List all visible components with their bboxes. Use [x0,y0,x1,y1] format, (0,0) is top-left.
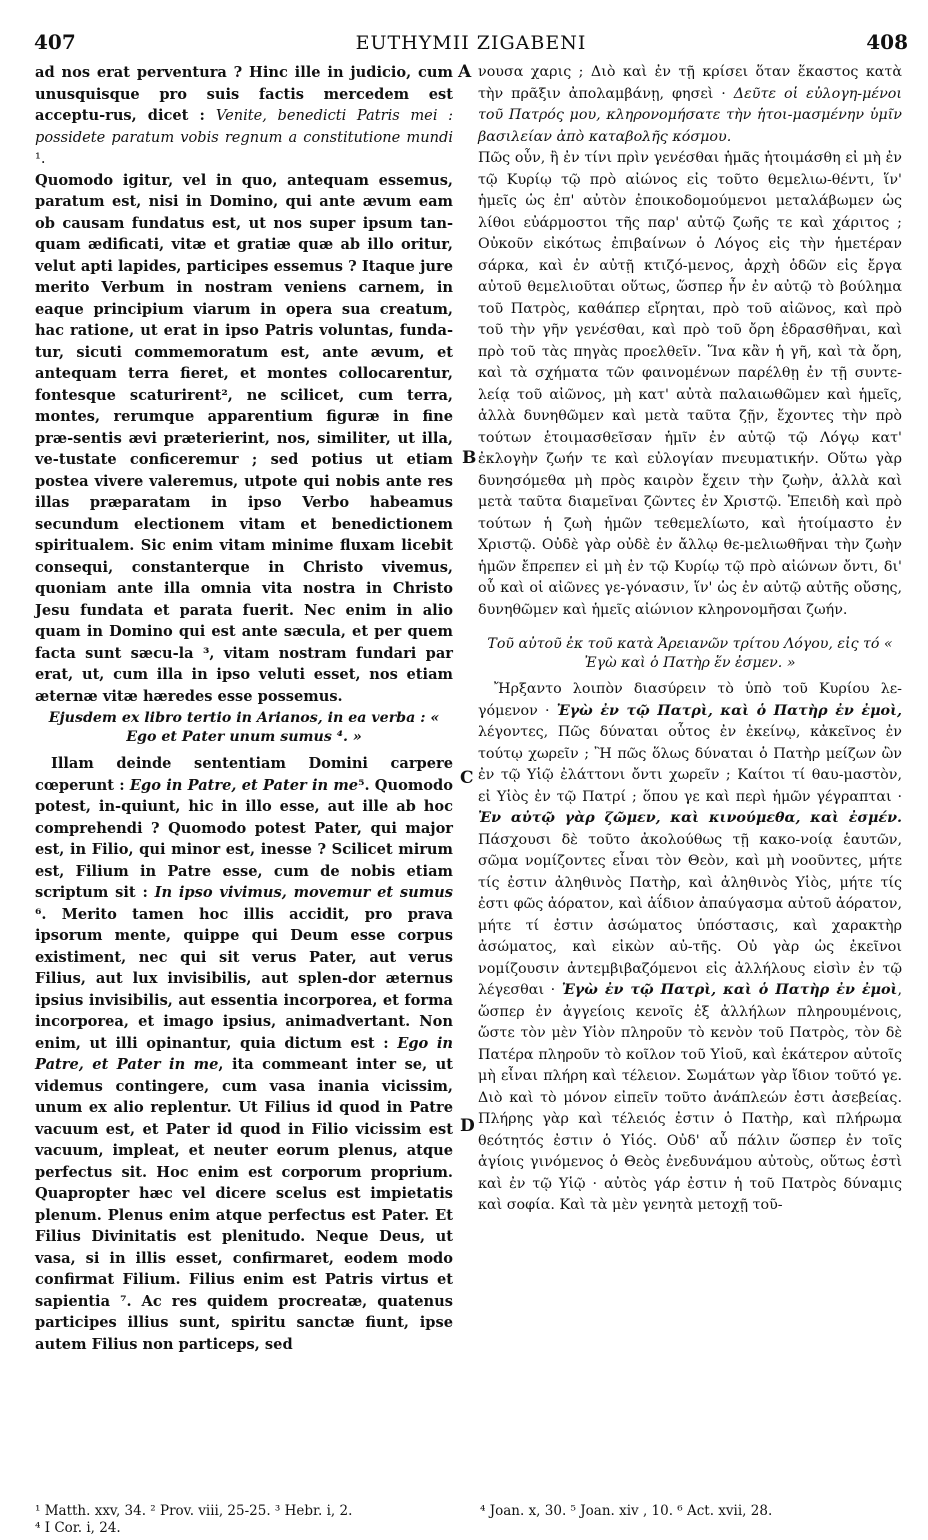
greek-quote: Ἐγὼ ἐν τῷ Πατρὶ, καὶ ὁ Πατὴρ ἐν ἐμοὶ [561,982,898,998]
page-number-left: 407 [34,30,76,54]
margin-letter-a: A [458,62,472,82]
latin-paragraph-3 [35,753,453,1355]
latin-section-heading: Ejusdem ex libro tertio in Arianos, in ea verba : « Ego et Pater unum sumus ⁴. » [48,710,440,745]
latin-paragraph-1 [35,62,453,170]
greek-text: Ἤρξαντο λοιπὸν διασύρειν τὸ ὑπὸ τοῦ Κυρίου λε-γόμενον · [478,681,902,719]
greek-text: , ὥσπερ ἐν ἀγγείοις κενοῖς ἐξ ἀλλήλων πληρουμένοις, ὥστε τὸν μὲν Υἱὸν πληροῦν τὸ κενὸν τοῦ Πατρὸς, τὸν δὲ Πατέρα πληροῦν τὸ κοῖλον τοῦ Υἱοῦ, καὶ ἑκάτερον αὐτοῖς μὴ εἶναι πλήρη καὶ τέλειον. Σωμάτων γὰρ ἴδιον τοῦτό γε. Διὸ καὶ τὸ μόνον εἰπεῖν τοῦτο ἀνάπλεών ἐστι ἀσεβείας. Πλήρης γὰρ καὶ τέλειός ἐστιν ὁ Πατὴρ, καὶ πλήρωμα θεότητός ἐστιν ὁ Υἱός. Οὐδ' αὖ πάλιν ὥσπερ ἐν τοῖς ἁγίοις γινόμενος ὁ Θεὸς ἐνεδυνάμου αὐτοὺς, οὕτως ἐστὶ καὶ ἐν τῷ Υἱῷ · αὐτὸς γάρ ἐστιν ἡ τοῦ Πατρὸς δύναμις καὶ σοφία. Καὶ τὰ μὲν γενητὰ μετοχῇ τοῦ- [478,982,902,1213]
greek-quote: Δεῦτε οἱ εὐλογη-μένοι τοῦ Πατρός μου, κληρονομήσατε τὴν ἡτοι-μασμένην ὑμῖν βασιλείαν ἀπὸ καταβολῆς κόσμου. [478,85,903,145]
margin-letter-d: D [460,1116,475,1136]
greek-text: νουσα χαρις ; Διὸ καὶ ἐν τῇ κρίσει ὅταν ἕκαστος κατὰ τὴν πρᾶξιν ἀπολαμβάνῃ, φησεὶ · [478,64,902,102]
latin-paragraph-2: Quomodo igitur, vel in quo, antequam essemus, paratum est, nisi in Domino, qui ante ævum eam ob causam fundatus est, ut nos super ipsum tan-quam ædificati, vitæ et gratiæ quæ ab illo oritur, velut apti lapides, participes essemus ? Itaque jure merito Verbum in nostram veniens carnem, in eaque principium viarum in opera sua creatum, hac ratione, ut erat in ipso Patris voluntas, funda-tur, sicuti commemoratum est, ante ævum, et antequam terra fieret, et montes collocarentur, fontesque scaturirent², ne scilicet, cum terra, montes, rerumque apparentium figuræ in fine præ-sentis ævi præterierint, nos, similiter, ut illa, ve-tustate conficeremur ; sed potius ut etiam postea vivere valeremus, utpote qui nobis ante res illas præparatam in ipso Verbo habeamus secundum electionem vitam et benedictionem spiritualem. Sic enim vitam minime fluxam licebit consequi, constanterque in Christo vivemus, quoniam ante illa omnia vita nostra in Christo Jesu fundata et parata fuerit. Nec enim in alio quam in Domino qui est ante sæcula, et per quem facta sunt sæcu-la ³, vitam nostram fundari par erat, ut, cum illa in ipso veluti esset, nos etiam æternæ vitæ hæredes esse possemus. [35,171,453,705]
greek-text: Πάσχουσι δὲ τοῦτο ἀκολούθως τῇ κακο-νοίᾳ ἑαυτῶν, σῶμα νομίζοντες εἶναι τὸν Θεὸν, καὶ μὴ νοοῦντες, μήτε τίς ἐστιν ἀληθινὸς Πατὴρ, καὶ ἀληθινὸς Υἱὸς, μήτε τίς ἐστι φῶς ἀόρατον, καὶ ἀΐδιον ἀπαύγασμα αὐτοῦ ἀόρατον, μήτε τί ἐστιν ἀσώματος ὑπόστασις, καὶ χαρακτὴρ ἀσώματος, καὶ εἰκὼν αὐ-τῆς. Οὐ γὰρ ὡς ἐκεῖνοι νομίζουσιν ἀντεμβιβαζόμενοι εἰς ἀλλήλους εἰσὶν ἐν τῷ λέγεσθαι · [478,831,902,998]
margin-letter-c: C [460,768,474,788]
latin-quote: Venite, benedicti Patris mei : possidete paratum vobis regnum a constitutione mundi [35,107,454,146]
latin-text: , ita commeant inter se, ut videmus contingere, cum vasa inania vicissim, unum ex alio replentur. Ut Filius id quod in Patre vacuum est, et Pater id quod in Filio vicissim est vacuum, impleat, et neuter eorum plenus, atque perfectus sit. Hoc enim est corporum proprium. Quapropter hæc vel dicere scelus est impietatis plenum. Plenus enim atque perfectus est Pater. Et Filius Divinitatis est plenitudo. Neque Deus, ut vasa, si in illis esset, confirmaret, eodem modo confirmat Filium. Filius enim est Patris virtus et sapientia ⁷. Ac res quidem procreatæ, quatenus participes illius sunt, spiritu sanctæ fiunt, ipse autem Filius non particeps, sed [35,1056,454,1353]
greek-quote: Ἐγὼ ἐν τῷ Πατρὶ, καὶ ὁ Πατὴρ ἐν ἐμοὶ, [556,702,902,719]
footnote-line: ⁴ I Cor. i, 24. [35,1520,121,1536]
footnote-line: ¹ Matth. xxv, 34. ² Prov. viii, 25-25. ³ Hebr. i, 2. [35,1503,353,1519]
greek-section-heading: Τοῦ αὐτοῦ ἐκ τοῦ κατὰ Ἀρειανῶν τρίτου Λόγου, εἰς τό « Ἐγὼ καὶ ὁ Πατὴρ ἕν ἐσμεν. » [487,636,893,671]
greek-paragraph-2: Πῶς οὖν, ἢ ἐν τίνι πρὶν γενέσθαι ἡμᾶς ἡτοιμάσθη εἰ μὴ ἐν τῷ Κυρίῳ τῷ πρὸ αἰώνος εἰς τοῦτο θεμελιω-θέντι, ἵν' ἡμεῖς ὡς ἐπ' αὐτὸν ἐποικοδομούμενοι μεταλάβωμεν ὡς λίθοι εὐάρμοστοι τῆς παρ' αὐτῷ ζωῆς τε καὶ χάριτος ; Οὐκοῦν εἰκότως ἐπιβαίνων ὁ Λόγος εἰς τὴν ἡμετέραν σάρκα, καὶ ἐν αὐτῇ κτιζό-μενος, ἀρχὴ ὁδῶν εἰς ἔργα αὐτοῦ θεμελιοῦται οὕτως, ὥσπερ ἦν ἐν αὐτῷ τὸ βούλημα τοῦ Πατρὸς, καθάπερ εἴρηται, πρὸ τοῦ αἰῶνος, καὶ πρὸ τοῦ τὴν γῆν γενέσθαι, καὶ πρὸ τοῦ ὄρη ἑδρασθῆναι, καὶ πρὸ τοῦ τὰς πηγὰς προελθεῖν. Ἵνα κἂν ἡ γῆ, καὶ τὰ ὄρη, καὶ τὰ σχήματα τῶν φαινομένων παρέλθῃ ἐν τῇ συντε-λείᾳ τοῦ αἰῶνος, μὴ κατ' αὐτὰ παλαιωθῶμεν καὶ ἡμεῖς, ἀλλὰ δυνηθῶμεν καὶ μετὰ ταῦτα ζῇν, ἔχοντες τὴν πρὸ τούτων ἑτοιμασθεῖσαν ἡμῖν ἐν αὐτῷ τῷ Λόγῳ κατ' ἐκλογὴν ζωήν τε καὶ εὐλογίαν πνευματικήν. Οὕτω γὰρ δυνησόμεθα μὴ πρὸς καιρὸν ἔχειν τὴν ζωὴν, ἀλλὰ καὶ μετὰ ταῦτα διαμεῖναι ζῶντες ἐν Χριστῷ. Ἐπειδὴ καὶ πρὸ τούτων ἡ ζωὴ ἡμῶν τεθεμελίωτο, καὶ ἡτοίμαστο ἐν Χριστῷ. Οὐδὲ γὰρ οὐδὲ ἐν ἄλλῳ θε-μελιωθῆναι τὴν ζωὴν ἡμῶν ἔπρεπεν εἰ μὴ ἐν τῷ Κυρίῳ τῷ πρὸ αἰώνων ὄντι, δι' οὗ καὶ οἱ αἰῶνες γε-γόνασιν, ἵν' ὡς ἐν αὐτῷ αὐτῆς οὔσης, δυνηθῶμεν καὶ ἡμεῖς αἰώνιον κληρονομῆσαι ζωήν. [478,150,902,618]
greek-column [478,62,902,1217]
latin-text: ⁶. Merito tamen hoc illis accidit, pro prava ipsorum mente, quippe qui Deum esse corpus existiment, nec qui sit verus Pater, aut verus Filius, aut lux invisibilis, aut splen-dor æternus ipsius invisibilis, aut essentia incorporea, et forma incorporea, et imago ipsius, animadvertant. Non enim, ut illi opinantur, quia dictum est : [35,905,453,1052]
latin-note-ref: ¹. [35,150,46,167]
latin-text: ⁵. Quomodo potest, in-quiunt, hic in illo esse, aut ille ab hoc comprehendi ? Quomodo potest Pater, qui major est, in Filio, qui minor est, inesse ? Scilicet mirum est, Filium in Patre esse, cum de nobis etiam scriptum sit : [35,776,453,901]
greek-quote: Ἐν αὐτῷ γὰρ ζῶμεν, καὶ κινούμεθα, καὶ ἐσμέν. [478,810,902,826]
greek-paragraph-1 [478,62,902,148]
latin-column [35,62,453,1355]
latin-text: ad nos erat perventura ? Hinc ille in judicio, cum unusquisque pro suis factis mercedem est acceptu-rus, dicet : [35,64,453,124]
running-title: EUTHYMII ZIGABENI [355,32,587,54]
footnotes-left [35,1503,465,1537]
latin-quote: In ipso vivimus, movemur et sumus [154,884,453,901]
latin-text: Illam deinde sententiam Domini carpere cœperunt : [35,755,453,794]
page-number-right: 408 [866,30,908,54]
latin-quote: Ego in Patre, et Pater in me [35,1034,453,1073]
footnote-line: ⁴ Joan. x, 30. ⁵ Joan. xiv , 10. ⁶ Act. xvii, 28. [480,1503,773,1519]
page-header [34,30,908,56]
footnotes-right [480,1503,900,1520]
latin-quote: Ego in Patre, et Pater in me [129,776,359,794]
greek-text: λέγοντες, Πῶς δύναται οὗτος ἐν ἐκείνῳ, κἀκεῖνος ἐν τούτῳ χωρεῖν ; Ἢ πῶς ὅλως δύναται ὁ Πατὴρ μείζων ὢν ἐν τῷ Υἱῷ ἐλάττονι ὄντι χωρεῖν ; Καίτοι τί θαυ-μαστὸν, εἰ Υἱὸς ἐν τῷ Πατρί ; ὅπου γε καὶ περὶ ἡμῶν γέγραπται · [478,724,902,805]
greek-paragraph-3 [478,679,902,1217]
margin-letter-b: B [462,448,477,468]
